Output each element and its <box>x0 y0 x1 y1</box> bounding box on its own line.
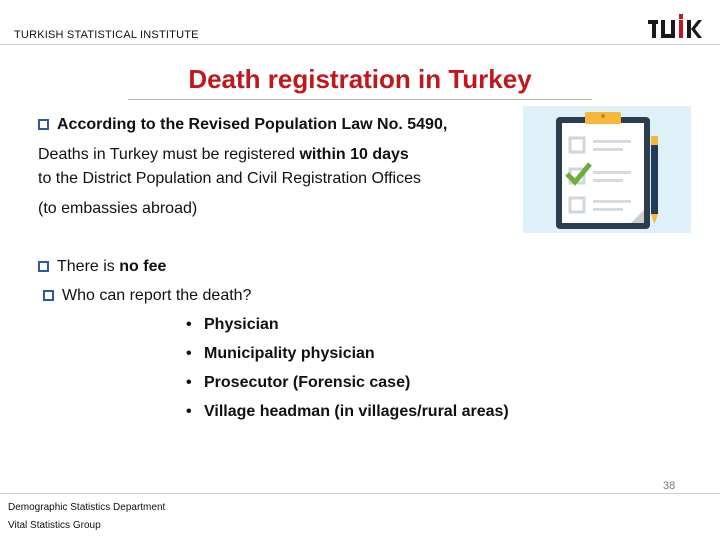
tuik-logo <box>648 14 702 40</box>
page-number: 38 <box>663 480 676 492</box>
point3-text: Who can report the death? <box>62 287 252 304</box>
point1-line2 <box>38 145 409 165</box>
footer-department: Demographic Statistics Department <box>8 502 166 513</box>
checkbox-bullet-icon <box>38 119 49 130</box>
bullet-point-1 <box>38 115 447 135</box>
footer-group: Vital Statistics Group <box>8 520 101 531</box>
reporter-item: • Prosecutor (Forensic case) <box>186 374 411 391</box>
point1-line2-text: Deaths in Turkey must be registered <box>38 146 300 163</box>
point1-line3: to the District Population and Civil Registration Offices <box>38 170 421 187</box>
reporter-label: Prosecutor (Forensic case) <box>204 374 411 391</box>
point2-bold: no fee <box>119 258 167 275</box>
point1-prefix: According to the Revised Population Law No. 5490, <box>57 116 448 133</box>
title-underline <box>128 99 592 100</box>
reporter-label: Village headman (in villages/rural areas) <box>204 403 509 420</box>
slide-title: Death registration in Turkey <box>188 64 532 94</box>
point1-line4: (to embassies abroad) <box>38 200 198 217</box>
reporter-item: • Physician <box>186 316 279 333</box>
reporter-item: • Municipality physician <box>186 345 375 362</box>
reporter-label: Physician <box>204 316 279 333</box>
header-org: TURKISH STATISTICAL INSTITUTE <box>14 29 199 41</box>
bullet-point-3 <box>43 286 251 306</box>
header-divider <box>0 44 720 45</box>
checkbox-bullet-icon <box>38 261 49 272</box>
reporter-label: Municipality physician <box>204 345 375 362</box>
point1-line2-bold: within 10 days <box>299 146 409 163</box>
clipboard-checklist-icon <box>523 106 691 233</box>
point2-text: There is <box>57 258 120 275</box>
bullet-point-2 <box>38 257 166 277</box>
checkbox-bullet-icon <box>43 290 54 301</box>
reporter-item: • Village headman (in villages/rural areas) <box>186 403 509 420</box>
footer-divider <box>0 493 720 494</box>
